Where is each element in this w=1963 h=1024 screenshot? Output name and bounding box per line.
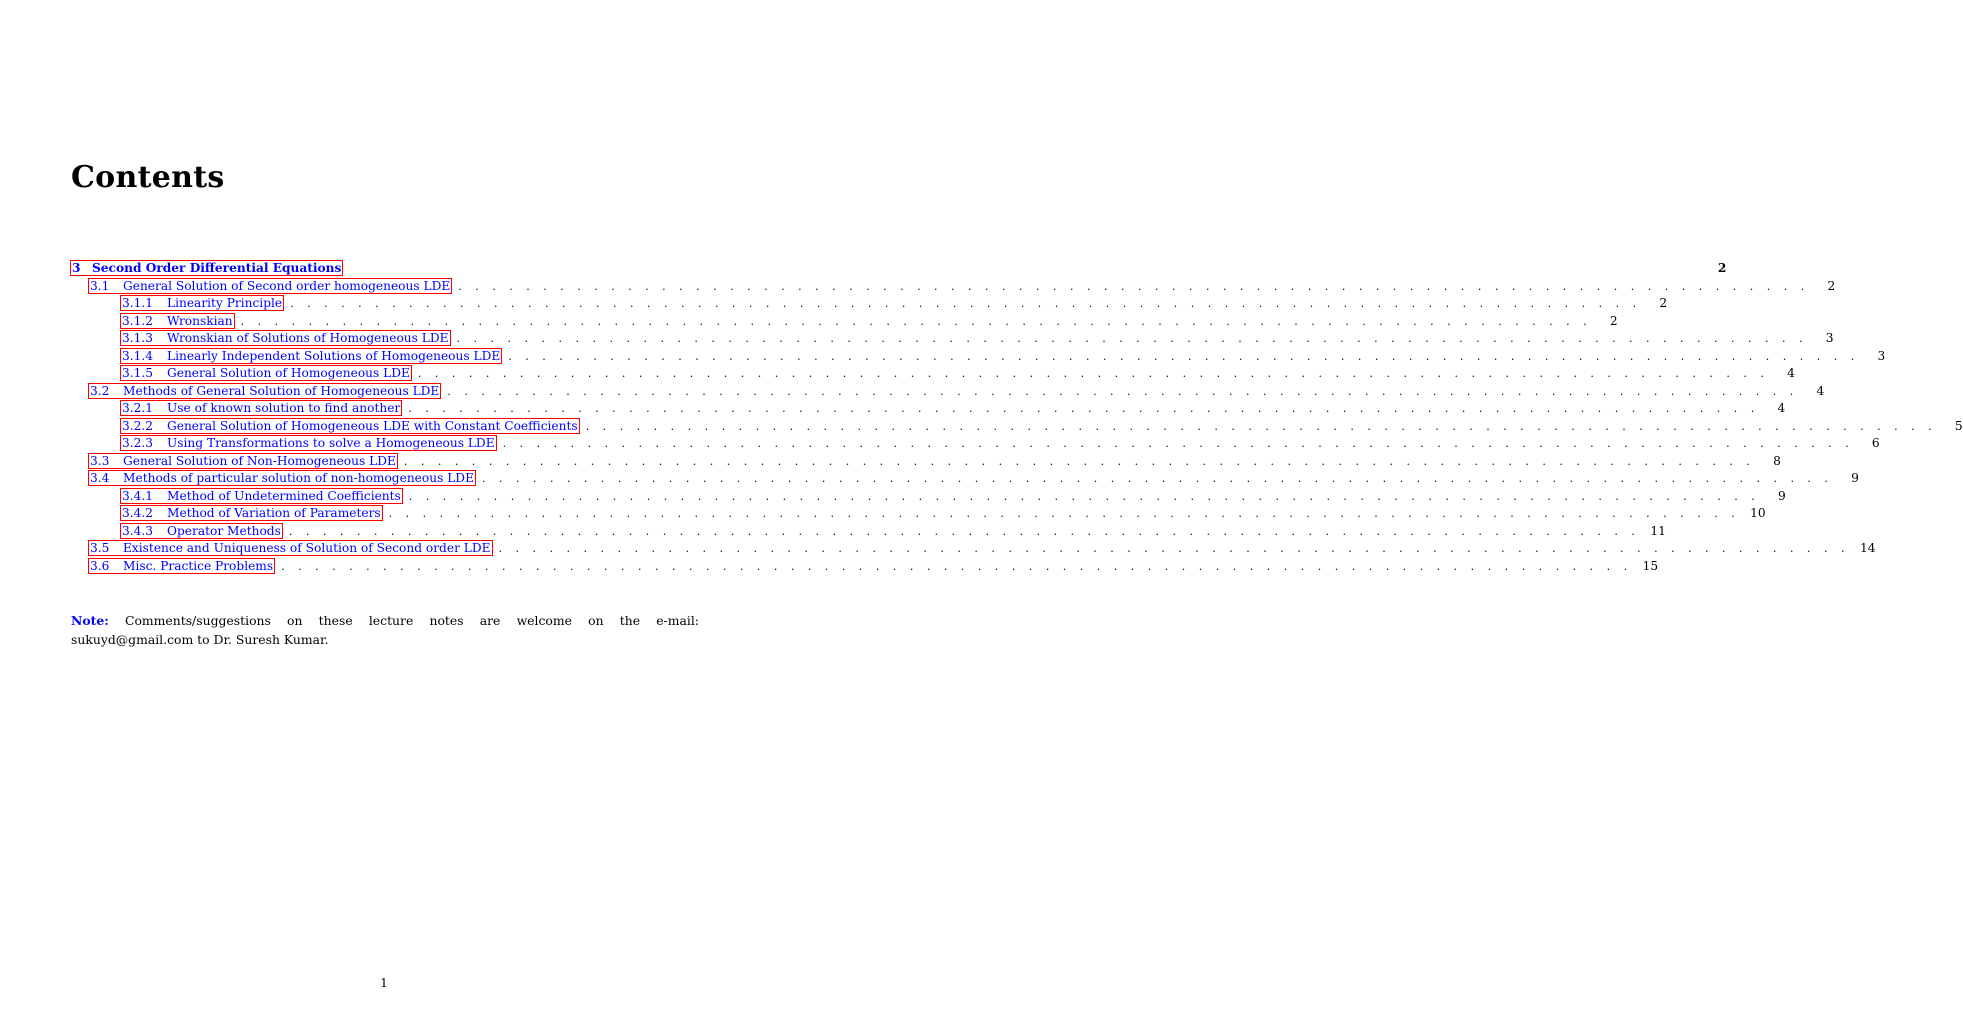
- toc-title: Using Transformations to solve a Homogeneous LDE: [167, 436, 495, 450]
- toc-page-number: 4: [1787, 366, 1795, 380]
- toc-page-number: 2: [1609, 313, 1618, 328]
- toc-entry: [70, 453, 1781, 471]
- toc-page-number: 3: [1825, 331, 1834, 345]
- toc-entry: [70, 278, 1836, 296]
- toc-link[interactable]: [88, 540, 493, 556]
- toc-title: Wronskian: [167, 313, 233, 328]
- toc-number: 3.1: [90, 278, 110, 293]
- toc-entry: [70, 505, 1766, 523]
- toc-link[interactable]: [88, 558, 275, 574]
- toc-page-number: 10: [1750, 506, 1766, 520]
- toc-entry: [70, 330, 1834, 348]
- toc-title: Linearity Principle: [167, 296, 283, 310]
- toc-leader-dots: . . . . . . . . . . . . . . . . . . . . . . . . . . . . . . . . . . . . . . . . . . . . . . . . . . . . . . . . . . . . . . . . . . . . . . . . . . . . . . . .: [408, 402, 1760, 415]
- toc-entry: [70, 435, 1880, 453]
- toc-title: General Solution of Non-Homogeneous LDE: [123, 453, 396, 468]
- toc-number: 3: [72, 261, 81, 275]
- toc-page-number: 11: [1650, 523, 1666, 538]
- toc-link[interactable]: [120, 435, 497, 451]
- toc-link[interactable]: [120, 295, 284, 311]
- toc-leader-dots: . . . . . . . . . . . . . . . . . . . . . . . . . . . . . . . . . . . . . . . . . . . . . . . . . . . . . . . . . . . . . . . . . . . . . . . . . . . . . . . .: [290, 297, 1642, 310]
- toc-number: 3.1.4: [122, 348, 154, 363]
- toc-title: Method of Variation of Parameters: [167, 506, 381, 520]
- toc-number: 3.2: [90, 383, 110, 398]
- toc-leader-dots: . . . . . . . . . . . . . . . . . . . . . . . . . . . . . . . . . . . . . . . . . . . . . . . . . . . . . . . . . . . . . . . . . . . . . . . . . . . . . . . .: [456, 332, 1808, 345]
- toc-leader-dots: . . . . . . . . . . . . . . . . . . . . . . . . . . . . . . . . . . . . . . . . . . . . . . . . . . . . . . . . . . . . . . . . . . . . . . . . . . . . . . . .: [408, 489, 1760, 503]
- toc-page-number: 5: [1954, 418, 1963, 433]
- toc-title: Existence and Uniqueness of Solution of Second order LDE: [123, 541, 491, 555]
- note-text: Comments/suggestions on these lecture notes are welcome on the e-mail: sukuyd@gmail.com to Dr. Suresh Kumar.: [71, 613, 699, 647]
- toc-number: 3.4.2: [122, 506, 154, 520]
- toc-entry: [70, 418, 1963, 436]
- toc-number: 3.4: [90, 471, 110, 485]
- toc-link[interactable]: [120, 505, 383, 521]
- toc-link[interactable]: [88, 278, 452, 294]
- toc-leader-dots: . . . . . . . . . . . . . . . . . . . . . . . . . . . . . . . . . . . . . . . . . . . . . . . . . . . . . . . . . . . . . . . . . . . . . . . . . . . . . . . .: [502, 437, 1854, 450]
- toc-title: Operator Methods: [167, 523, 281, 538]
- toc-page-number: 9: [1778, 488, 1786, 503]
- toc-link[interactable]: [88, 470, 476, 486]
- toc-title: General Solution of Homogeneous LDE: [167, 366, 410, 380]
- toc-number: 3.4.1: [122, 488, 154, 503]
- toc-entry: [70, 383, 1825, 401]
- toc-entry: [70, 295, 1668, 313]
- toc-entry: [70, 260, 1727, 278]
- toc-leader-dots: . . . . . . . . . . . . . . . . . . . . . . . . . . . . . . . . . . . . . . . . . . . . . . . . . . . . . . . . . . . . . . . . . . . . . . . . . . . . . . . .: [508, 349, 1860, 363]
- toc-link[interactable]: [120, 488, 403, 504]
- toc-number: 3.3: [90, 453, 110, 468]
- toc-title: Methods of particular solution of non-homogeneous LDE: [123, 471, 474, 485]
- toc-entry: [70, 313, 1618, 331]
- toc-page-number: 4: [1777, 401, 1786, 415]
- toc-leader-dots: . . . . . . . . . . . . . . . . . . . . . . . . . . . . . . . . . . . . . . . . . . . . . . . . . . . . . . . . . . . . . . . . . . . . . . . . . . . . . . . .: [481, 472, 1833, 485]
- toc-entry: [70, 523, 1666, 541]
- toc-entry: [70, 348, 1886, 366]
- toc-leader-dots: . . . . . . . . . . . . . . . . . . . . . . . . . . . . . . . . . . . . . . . . . . . . . . . . . . . . . . . . . . . . . . . . . . . . . . . . . . . . . . . .: [447, 384, 1799, 398]
- toc-number: 3.6: [90, 558, 110, 573]
- toc-title: General Solution of Second order homogeneous LDE: [123, 278, 451, 293]
- toc-link[interactable]: [120, 313, 235, 329]
- toc-leader-dots: . . . . . . . . . . . . . . . . . . . . . . . . . . . . . . . . . . . . . . . . . . . . . . . . . . . . . . . . . . . . . . . . . . . . . . . . . . . . . . . .: [458, 279, 1810, 293]
- toc-number: 3.5: [90, 541, 110, 555]
- note-label: Note:: [71, 613, 109, 628]
- toc-page-number: 2: [1659, 296, 1668, 310]
- toc-leader-dots: . . . . . . . . . . . . . . . . . . . . . . . . . . . . . . . . . . . . . . . . . . . . . . . . . . . . . . . . . . . . . . . . . . . . . . . . . . . . . . . .: [240, 314, 1592, 328]
- toc-number: 3.2.1: [122, 401, 154, 415]
- toc-page-number: 2: [1827, 278, 1836, 293]
- toc-leader-dots: . . . . . . . . . . . . . . . . . . . . . . . . . . . . . . . . . . . . . . . . . . . . . . . . . . . . . . . . . . . . . . . . . . . . . . . . . . . . . . . .: [498, 542, 1850, 555]
- toc-title: Wronskian of Solutions of Homogeneous LDE: [167, 331, 449, 345]
- toc-link[interactable]: [88, 383, 441, 399]
- toc-page-number: 8: [1773, 453, 1781, 468]
- toc-number: 3.2.2: [122, 418, 154, 433]
- toc-title: Methods of General Solution of Homogeneous LDE: [123, 383, 440, 398]
- toc-link[interactable]: [120, 418, 580, 434]
- toc-link[interactable]: [120, 365, 412, 381]
- toc-number: 3.1.5: [122, 366, 154, 380]
- toc-leader-dots: . . . . . . . . . . . . . . . . . . . . . . . . . . . . . . . . . . . . . . . . . . . . . . . . . . . . . . . . . . . . . . . . . . . . . . . . . . . . . . . .: [403, 454, 1755, 468]
- toc-title: Linearly Independent Solutions of Homogeneous LDE: [167, 348, 501, 363]
- toc-title: Second Order Differential Equations: [92, 261, 342, 275]
- toc-entry: [70, 400, 1786, 418]
- toc-page-number: 3: [1877, 348, 1886, 363]
- toc-number: 3.1.2: [122, 313, 154, 328]
- toc-leader-dots: . . . . . . . . . . . . . . . . . . . . . . . . . . . . . . . . . . . . . . . . . . . . . . . . . . . . . . . . . . . . . . . . . . . . . . . . . . . . . . . .: [281, 559, 1633, 573]
- toc-number: 3.1.1: [122, 296, 154, 310]
- toc-link[interactable]: [120, 523, 283, 539]
- toc-leader-dots: . . . . . . . . . . . . . . . . . . . . . . . . . . . . . . . . . . . . . . . . . . . . . . . . . . . . . . . . . . . . . . . . . . . . . . . . . . . . . . . .: [417, 367, 1769, 380]
- toc-leader-dots: . . . . . . . . . . . . . . . . . . . . . . . . . . . . . . . . . . . . . . . . . . . . . . . . . . . . . . . . . . . . . . . . . . . . . . . . . . . . . . . .: [288, 524, 1640, 538]
- toc-title: General Solution of Homogeneous LDE with Constant Coefficients: [167, 418, 578, 433]
- toc-link[interactable]: [70, 260, 343, 276]
- toc-link[interactable]: [88, 453, 398, 469]
- toc-link[interactable]: [120, 330, 451, 346]
- toc-title: Method of Undetermined Coefficients: [167, 488, 401, 503]
- toc-entry: [70, 540, 1876, 558]
- page-number: 1: [380, 976, 388, 990]
- toc-leader-dots: . . . . . . . . . . . . . . . . . . . . . . . . . . . . . . . . . . . . . . . . . . . . . . . . . . . . . . . . . . . . . . . . . . . . . . . . . . . . . . . .: [585, 419, 1937, 433]
- toc-link[interactable]: [120, 400, 402, 416]
- toc-page-number: 9: [1851, 471, 1859, 485]
- page-title: Contents: [71, 160, 225, 195]
- toc-entry: [70, 365, 1795, 383]
- toc-number: 3.1.3: [122, 331, 154, 345]
- table-of-contents: [70, 260, 1963, 575]
- toc-entry: [70, 558, 1659, 576]
- toc-page-number: 15: [1642, 558, 1659, 573]
- toc-page-number: 6: [1871, 436, 1880, 450]
- toc-title: Use of known solution to find another: [167, 401, 401, 415]
- toc-entry: [70, 488, 1786, 506]
- note-paragraph: [71, 611, 699, 649]
- toc-title: Misc. Practice Problems: [123, 558, 274, 573]
- toc-page-number: 2: [1717, 261, 1727, 275]
- toc-entry: [70, 470, 1859, 488]
- toc-number: 3.2.3: [122, 436, 154, 450]
- toc-number: 3.4.3: [122, 523, 154, 538]
- toc-link[interactable]: [120, 348, 502, 364]
- toc-leader-dots: . . . . . . . . . . . . . . . . . . . . . . . . . . . . . . . . . . . . . . . . . . . . . . . . . . . . . . . . . . . . . . . . . . . . . . . . . . . . . . . .: [388, 507, 1740, 520]
- toc-page-number: 14: [1860, 541, 1876, 555]
- toc-page-number: 4: [1816, 383, 1825, 398]
